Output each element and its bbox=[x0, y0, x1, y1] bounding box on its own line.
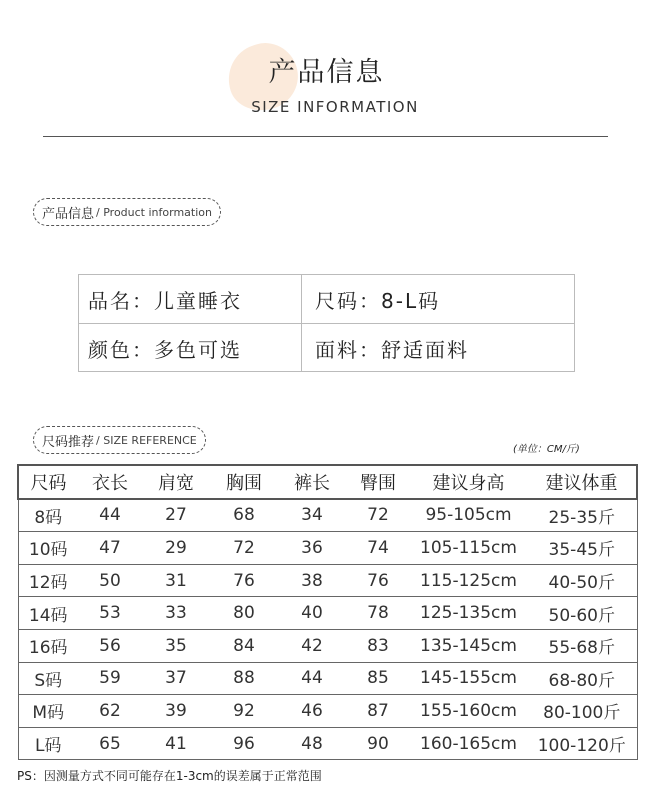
size-chart-header-row bbox=[18, 465, 637, 499]
table-cell: 95-105cm bbox=[425, 505, 512, 526]
table-row bbox=[18, 727, 637, 760]
table-cell: 53 bbox=[99, 603, 121, 624]
header-cell: 建议身高 bbox=[432, 472, 505, 494]
table-row bbox=[18, 564, 637, 597]
table-row bbox=[18, 532, 637, 565]
table-cell: 96 bbox=[233, 733, 255, 754]
table-cell: 105-115cm bbox=[420, 537, 517, 558]
table-cell: 160-165cm bbox=[420, 733, 517, 754]
table-cell: 14码 bbox=[28, 605, 68, 626]
product-name: 品名：儿童睡衣 bbox=[88, 289, 242, 313]
table-cell: 46 bbox=[301, 700, 323, 721]
table-row bbox=[18, 499, 637, 532]
table-cell: 115-125cm bbox=[420, 570, 517, 591]
table-cell: 34 bbox=[301, 505, 323, 526]
size-reference-section-label bbox=[33, 426, 206, 454]
table-cell: 87 bbox=[367, 700, 389, 721]
header-divider bbox=[43, 136, 608, 137]
size-reference-label-en: / SIZE REFERENCE bbox=[96, 433, 197, 447]
table-cell: 44 bbox=[301, 668, 323, 689]
table-cell: 88 bbox=[233, 668, 255, 689]
table-cell: 10码 bbox=[28, 540, 68, 561]
table-cell: 145-155cm bbox=[420, 668, 517, 689]
header-cell: 臀围 bbox=[360, 472, 396, 494]
table-cell: 40-50斤 bbox=[548, 573, 615, 594]
table-row bbox=[18, 597, 637, 630]
table-cell: S码 bbox=[34, 670, 63, 691]
header-cell: 尺码 bbox=[30, 472, 67, 494]
table-cell: 37 bbox=[165, 668, 187, 689]
table-cell: 65 bbox=[99, 733, 121, 754]
header-cell: 肩宽 bbox=[158, 472, 194, 494]
table-cell: 16码 bbox=[28, 638, 68, 659]
table-cell: 33 bbox=[165, 603, 187, 624]
page-title: 产品信息 bbox=[268, 57, 385, 88]
table-cell: 92 bbox=[233, 700, 255, 721]
table-cell: 12码 bbox=[28, 573, 68, 594]
header-cell: 胸围 bbox=[226, 472, 262, 494]
table-cell: 68-80斤 bbox=[548, 670, 615, 691]
table-cell: 31 bbox=[165, 570, 187, 591]
table-cell: 72 bbox=[367, 505, 389, 526]
table-cell: 41 bbox=[165, 733, 187, 754]
table-cell: 78 bbox=[367, 603, 389, 624]
table-cell: 44 bbox=[99, 505, 121, 526]
size-chart-table bbox=[17, 464, 638, 760]
table-cell: 25-35斤 bbox=[548, 507, 615, 528]
table-cell: 35 bbox=[165, 635, 187, 656]
table-cell: 72 bbox=[233, 537, 255, 558]
product-info-table bbox=[78, 274, 575, 372]
page-subtitle: SIZE INFORMATION bbox=[251, 98, 419, 116]
table-row bbox=[18, 662, 637, 695]
table-cell: 68 bbox=[233, 505, 255, 526]
unit-label: (单位：CM/斤) bbox=[513, 444, 580, 455]
table-cell: 155-160cm bbox=[420, 700, 517, 721]
table-cell: 100-120斤 bbox=[537, 736, 626, 757]
table-cell: 8码 bbox=[34, 507, 63, 528]
table-cell: 35-45斤 bbox=[548, 540, 615, 561]
header-cell: 裤长 bbox=[294, 472, 330, 494]
table-cell: 125-135cm bbox=[420, 603, 517, 624]
table-cell: 38 bbox=[301, 570, 323, 591]
table-cell: 135-145cm bbox=[420, 635, 517, 656]
table-cell: 50-60斤 bbox=[548, 605, 615, 626]
header-cell: 建议体重 bbox=[545, 472, 618, 494]
table-cell: 42 bbox=[301, 635, 323, 656]
table-cell: 55-68斤 bbox=[548, 638, 615, 659]
table-cell: 47 bbox=[99, 537, 121, 558]
product-fabric: 面料：舒适面料 bbox=[315, 338, 469, 362]
table-cell: 76 bbox=[367, 570, 389, 591]
table-cell: 29 bbox=[165, 537, 187, 558]
table-cell: 40 bbox=[301, 603, 323, 624]
table-cell: M码 bbox=[32, 703, 65, 724]
table-cell: 90 bbox=[367, 733, 389, 754]
table-cell: 48 bbox=[301, 733, 323, 754]
table-cell: 27 bbox=[165, 505, 187, 526]
product-color: 颜色：多色可选 bbox=[88, 338, 242, 362]
table-row bbox=[18, 629, 637, 662]
product-info-label-en: / Product information bbox=[96, 205, 212, 219]
table-row bbox=[18, 695, 637, 728]
table-cell: 85 bbox=[367, 668, 389, 689]
table-cell: 62 bbox=[99, 700, 121, 721]
table-cell: 80 bbox=[233, 603, 255, 624]
table-cell: 59 bbox=[99, 668, 121, 689]
product-info-label-zh: 产品信息 bbox=[42, 206, 95, 222]
measurement-note: PS：因测量方式不同可能存在1-3cm的误差属于正常范围 bbox=[17, 769, 322, 783]
table-cell: L码 bbox=[35, 736, 62, 757]
table-cell: 36 bbox=[301, 537, 323, 558]
table-cell: 50 bbox=[99, 570, 121, 591]
table-cell: 84 bbox=[233, 635, 255, 656]
product-size-range: 尺码：8-L码 bbox=[315, 289, 441, 313]
table-cell: 39 bbox=[165, 700, 187, 721]
table-cell: 83 bbox=[367, 635, 389, 656]
table-cell: 76 bbox=[233, 570, 255, 591]
header-cell: 衣长 bbox=[92, 472, 128, 494]
table-cell: 80-100斤 bbox=[543, 703, 621, 724]
table-cell: 74 bbox=[367, 537, 389, 558]
size-reference-label-zh: 尺码推荐 bbox=[42, 434, 95, 450]
product-info-section-label bbox=[33, 198, 221, 226]
table-cell: 56 bbox=[99, 635, 121, 656]
